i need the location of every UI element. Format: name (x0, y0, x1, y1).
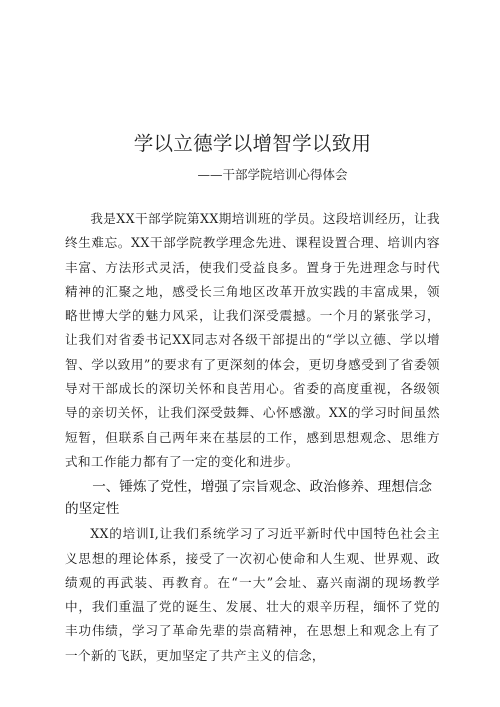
document-subtitle: ——干部学院培训心得体会 (197, 167, 348, 182)
body-paragraph: 我是XX干部学院第XX期培训班的学员。这段培训经历，让我终生难忘。XX干部学院教学理念先进、课程设置合理、培训内容丰富、方法形式灵活，使我们受益良多。置身于先进理念与时代精神的汇聚之地，感受长三角地区改革开放实践的丰富成果，领略世博大学的魅力风采，让我们深受震撼。一个月的紧张学习，让我们对省委书记XX同志对各级干部提出的“学以立德、学以增智、学以致用”的要求有了更深刻的体会，更切身感受到了省委领导对干部成长的深切关怀和良苦用心。省委的高度重视，各级领导的亲切关怀，让我们深受鼓舞、心怀感激。XX的学习时间虽然短暂，但联系自己两年来在基层的工作，感到思想观念、思维方式和工作能力都有了一定的变化和进步。 (65, 211, 440, 469)
body-paragraph: XX的培训I,让我们系统学习了习近平新时代中国特色社会主义思想的理论体系，接受了一次初心使命和人生观、世界观、政绩观的再武装、再教育。在“一大”会址、嘉兴南湖的现场教学中，我们重温了党的诞生、发展、壮大的艰辛历程，缅怀了党的丰功伟绩，学习了革命先辈的崇高精神，在思想上和观念上有了一个新的飞跃，更加坚定了共产主义的信念， (65, 526, 440, 663)
document-title: 学以立德学以增智学以致用 (133, 132, 372, 155)
section-heading: 一、锤炼了党性，增强了宗旨观念、政治修养、理想信念的坚定性 (65, 479, 433, 518)
